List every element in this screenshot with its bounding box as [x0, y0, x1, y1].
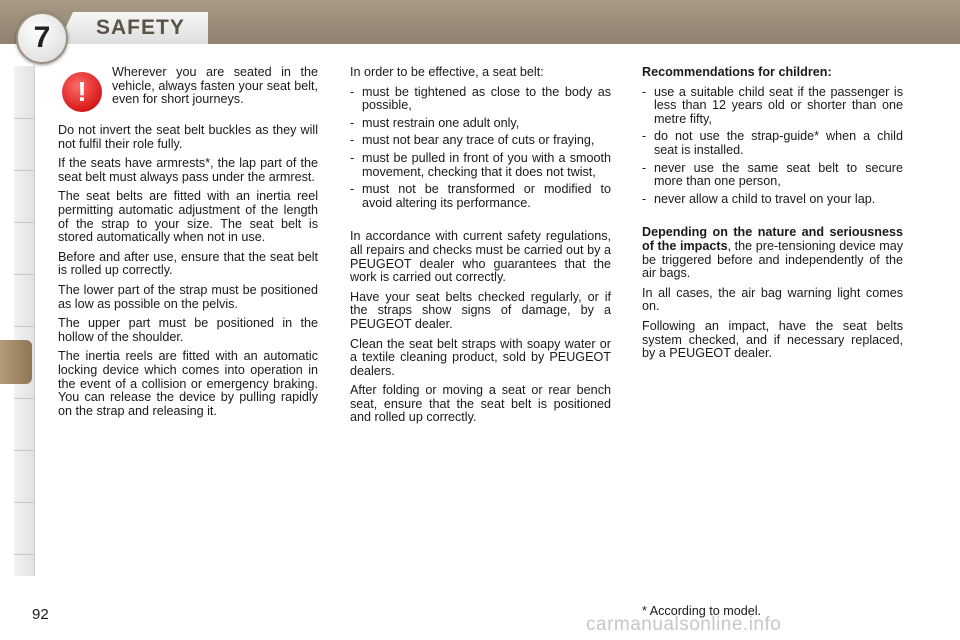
page-number: 92 [32, 606, 49, 623]
paragraph: The seat belts are fitted with an inertia reel permitting automatic adjustment of the length of the strap to your size. The seat belt is stored automatically when not in use. [58, 189, 318, 245]
paragraph: Before and after use, ensure that the seat belt is rolled up correctly. [58, 249, 318, 278]
watermark: carmanualsonline.info [586, 614, 782, 635]
side-tab-divider [14, 398, 34, 399]
side-tab-divider [14, 222, 34, 223]
list-item: - must be pulled in front of you with a smooth movement, checking that it does not twist, [350, 152, 611, 179]
list-item: - never use the same seat belt to secure more than one person, [642, 162, 903, 189]
paragraph: Following an impact, have the seat belts system checked, and if necessary replaced, by a PEUGEOT dealer. [642, 318, 903, 361]
seat-belt-requirements-list [350, 86, 611, 211]
side-tab-divider [14, 554, 34, 555]
side-tab-divider [14, 326, 34, 327]
list-item: - must restrain one adult only, [350, 117, 611, 131]
exclamation-warning-icon: ! [62, 72, 102, 112]
column-left [58, 66, 318, 424]
impact-text: , the pre-tensioning device may be triggered before and independently of the air bags. [642, 238, 903, 281]
impact-paragraph [642, 226, 903, 280]
chapter-number: 7 [16, 12, 68, 64]
children-heading: Recommendations for children: [642, 65, 832, 79]
children-recommendations-list [642, 86, 903, 207]
paragraph: Wherever you are seated in the vehicle, always fasten your seat belt, even for short journeys. [112, 65, 318, 107]
list-item: - must be tightened as close to the body as possible, [350, 86, 611, 113]
side-tab-divider [14, 118, 34, 119]
paragraph: In all cases, the air bag warning light comes on. [642, 285, 903, 314]
column-right [642, 66, 903, 367]
alert-icon-wrap [58, 66, 106, 122]
paragraph: Clean the seat belt straps with soapy water or a textile cleaning product, sold by PEUGEOT dealers. [350, 336, 611, 378]
side-tab-strip [14, 66, 35, 576]
list-item: - use a suitable child seat if the passenger is less than 12 years old or shorter than one metre fifty, [642, 86, 903, 127]
list-item: - never allow a child to travel on your lap. [642, 193, 903, 207]
paragraph: In accordance with current safety regulations, all repairs and checks must be carried out by a PEUGEOT dealer who guarantees that the work is carried out correctly. [350, 229, 611, 285]
paragraph: The lower part of the strap must be positioned as low as possible on the pelvis. [58, 282, 318, 311]
list-intro: In order to be effective, a seat belt: [350, 65, 544, 79]
side-tab-divider [14, 274, 34, 275]
paragraph: Have your seat belts checked regularly, or if the straps show signs of damage, by a PEUGEOT dealer. [350, 289, 611, 331]
side-tab-divider [14, 450, 34, 451]
impact-bold-text: Depending on the nature and seriousness of the impacts [642, 225, 903, 253]
list-item: - do not use the strap-guide* when a child seat is installed. [642, 130, 903, 157]
footnote: * According to model. [642, 604, 762, 618]
paragraph: After folding or moving a seat or rear bench seat, ensure that the seat belt is positioned and rolled up correctly. [350, 383, 611, 425]
list-item: - must not be transformed or modified to avoid altering its performance. [350, 183, 611, 210]
paragraph: The inertia reels are fitted with an automatic locking device which comes into operation in the event of a collision or emergency braking. You can release the device by pulling rapidly on the strap and releasing it. [58, 349, 318, 418]
paragraph: The upper part must be positioned in the hollow of the shoulder. [58, 316, 318, 344]
paragraph: Do not invert the seat belt buckles as they will not fulfil their role fully. [58, 123, 318, 151]
paragraph: If the seats have armrests*, the lap part of the seat belt must always pass under the armrest. [58, 156, 318, 184]
page-title: SAFETY [96, 16, 185, 39]
side-tab-divider [14, 170, 34, 171]
side-tab-active-chapter[interactable] [0, 340, 32, 384]
column-middle [350, 66, 611, 431]
side-tab-divider [14, 502, 34, 503]
list-item: - must not bear any trace of cuts or fraying, [350, 134, 611, 148]
